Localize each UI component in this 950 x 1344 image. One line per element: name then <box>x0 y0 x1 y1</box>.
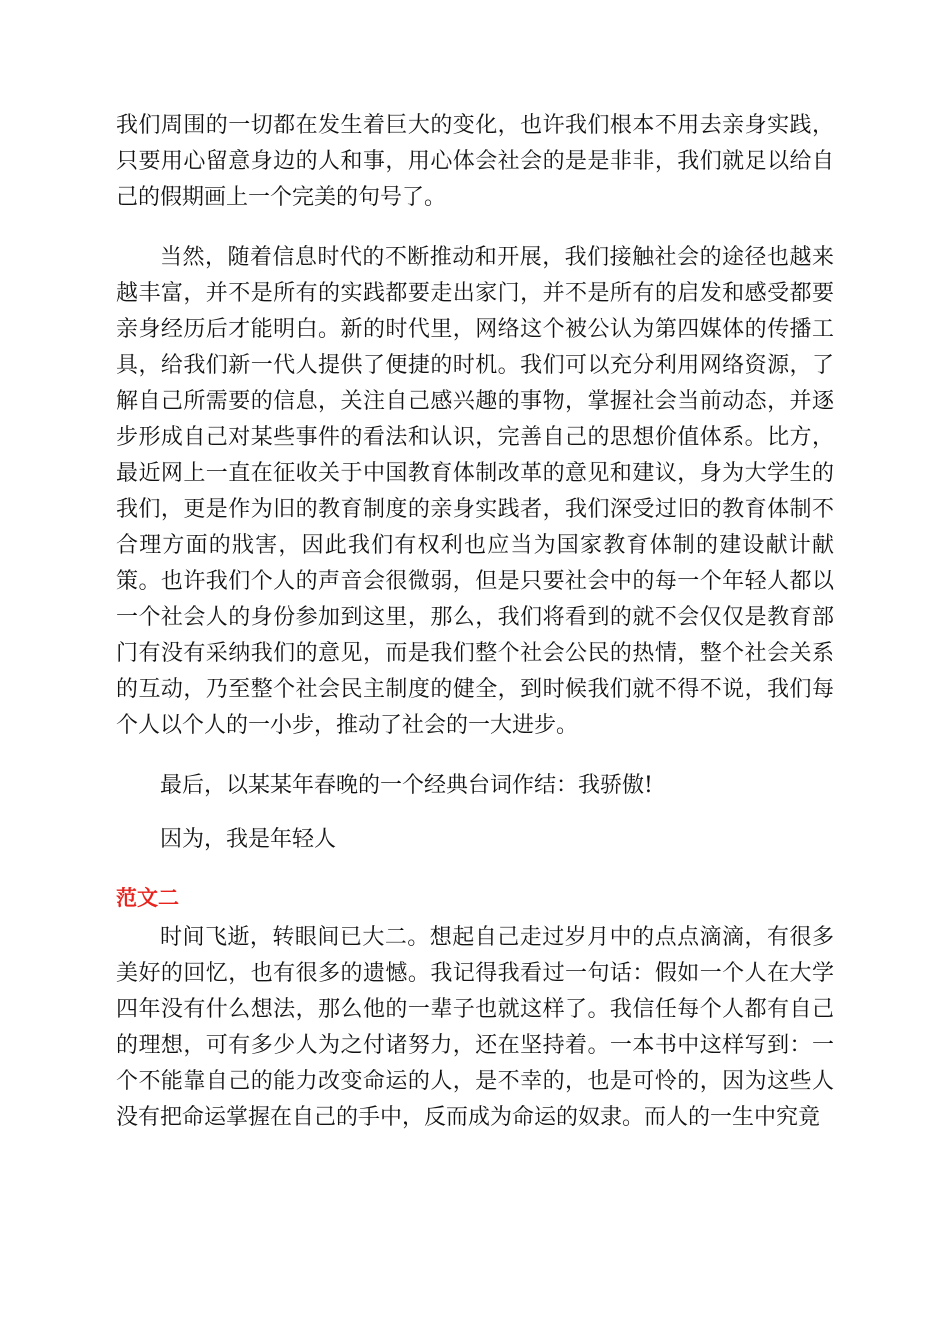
paragraph-2: 当然，随着信息时代的不断推动和开展，我们接触社会的途径也越来越丰富，并不是所有的实践都要走出家门，并不是所有的启发和感受都要亲身经历后才能明白。新的时代里，网络这个被公认为第四媒体的传播工具，给我们新一代人提供了便捷的时机。我们可以充分利用网络资源，了解自己所需要的信息，关注自己感兴趣的事物，掌握社会当前动态，并逐步形成自己对某些事件的看法和认识，完善自己的思想价值体系。比方，最近网上一直在征收关于中国教育体制改革的意见和建议，身为大学生的我们，更是作为旧的教育制度的亲身实践者，我们深受过旧的教育体制不合理方面的戕害，因此我们有权利也应当为国家教育体制的建设献计献策。也许我们个人的声音会很微弱，但是只要社会中的每一个年轻人都以一个社会人的身份参加到这里，那么，我们将看到的就不会仅仅是教育部门有没有采纳我们的意见，而是我们整个社会公民的热情，整个社会关系的互动，乃至整个社会民主制度的健全，到时候我们就不得不说，我们每个人以个人的一小步，推动了社会的一大进步。 <box>116 245 834 738</box>
paragraph-4: 因为，我是年轻人 <box>160 827 337 852</box>
document-page <box>116 108 834 1136</box>
section-heading: 范文二 <box>116 886 179 910</box>
section-paragraph: 时间飞逝，转眼间已大二。想起自己走过岁月中的点点滴滴，有很多美好的回忆，也有很多的遗憾。我记得我看过一句话：假如一个人在大学四年没有什么想法，那么他的一辈子也就这样了。我信任每个人都有自己的理想，可有多少人为之付诸努力，还在坚持着。一本书中这样写到：一个不能靠自己的能力改变命运的人，是不幸的，也是可怜的，因为这些人没有把命运掌握在自己的手中，反而成为命运的奴隶。而人的一生中究竟 <box>116 925 834 1130</box>
paragraph-1: 我们周围的一切都在发生着巨大的变化，也许我们根本不用去亲身实践，只要用心留意身边的人和事，用心体会社会的是是非非，我们就足以给自己的假期画上一个完美的句号了。 <box>116 113 834 210</box>
paragraph-3: 最后，以某某年春晚的一个经典台词作结：我骄傲! <box>160 773 653 798</box>
